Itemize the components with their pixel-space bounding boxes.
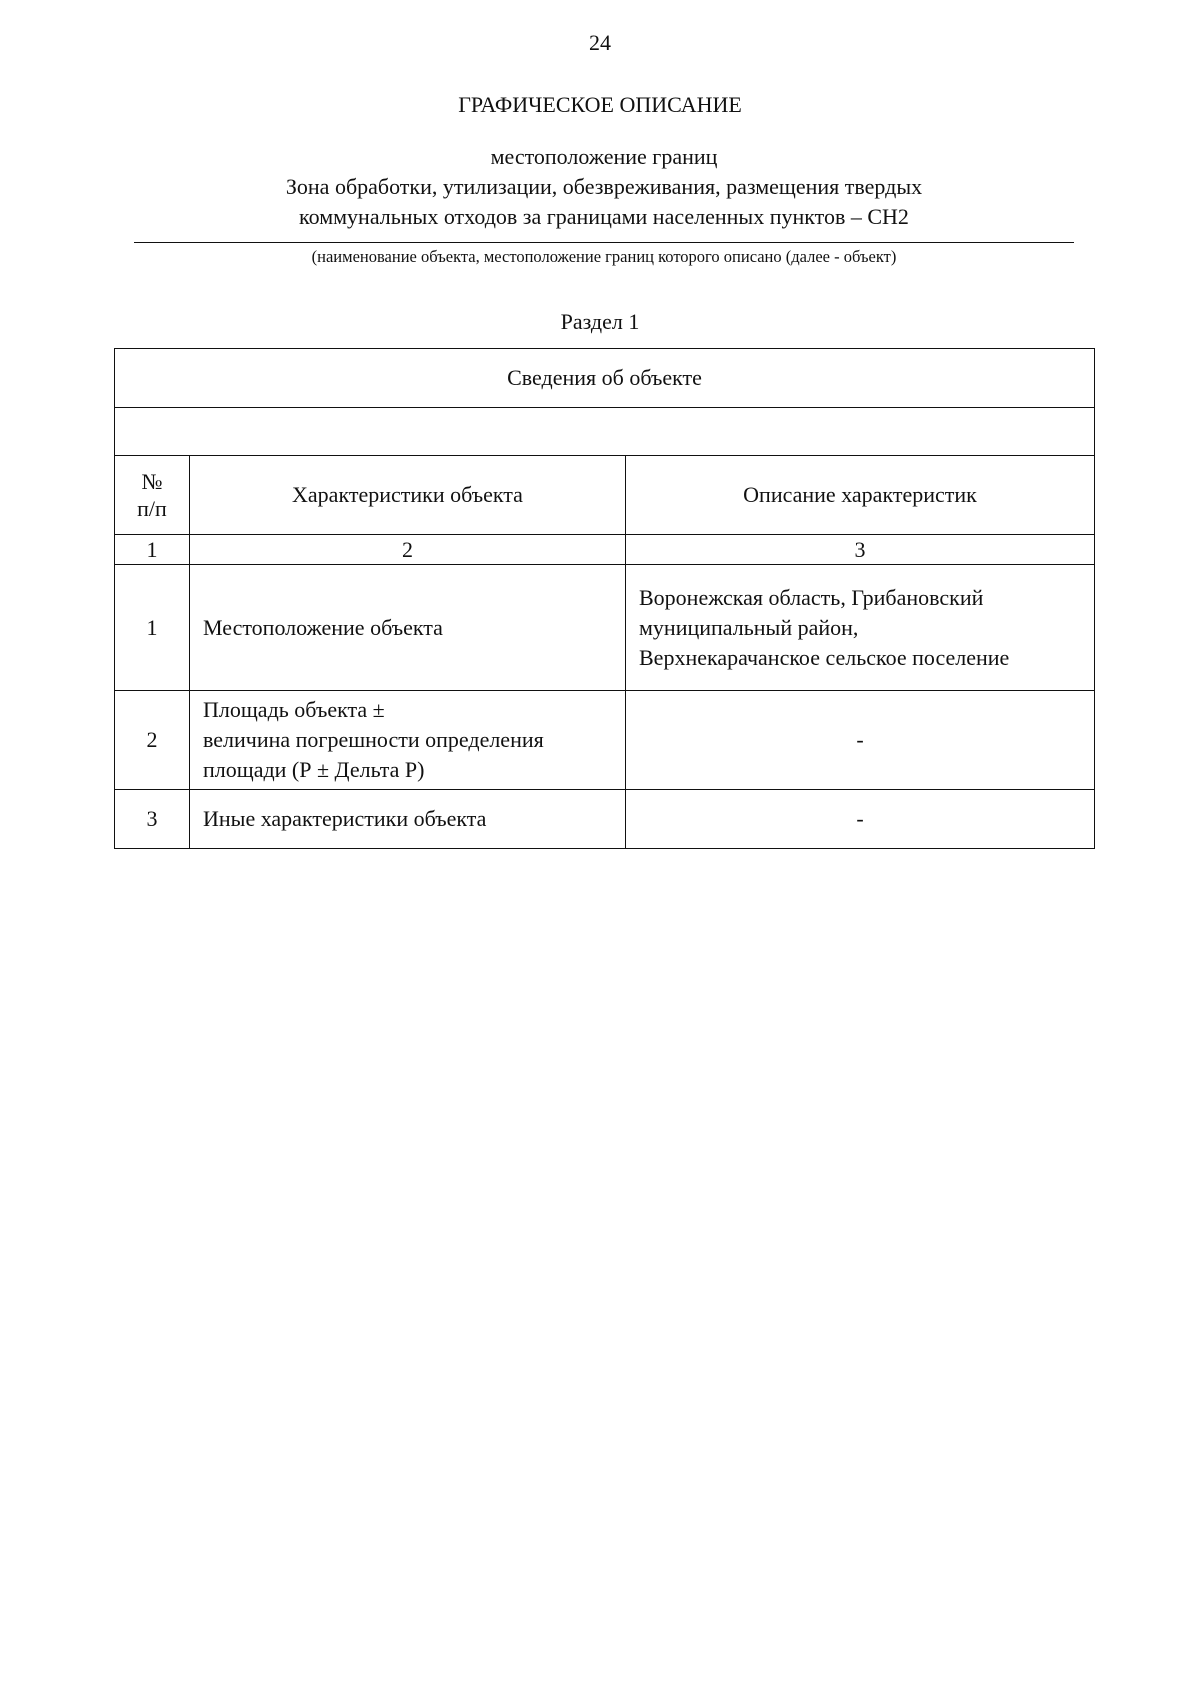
document-subtitle (134, 142, 1074, 232)
page-number: 24 (589, 30, 611, 55)
characteristic-line: Местоположение объекта (203, 614, 443, 640)
row-characteristic (190, 565, 626, 691)
characteristic-line: величина погрешности определения (203, 727, 544, 752)
column-number: 1 (115, 535, 190, 565)
table-row (115, 565, 1095, 691)
table-row (115, 691, 1095, 790)
row-description: - (626, 691, 1095, 790)
table-caption-row (115, 349, 1095, 408)
description-line: Воронежская область, Грибановский (639, 584, 984, 610)
row-characteristic (190, 790, 626, 849)
row-characteristic (190, 691, 626, 790)
row-number: 1 (115, 565, 190, 691)
characteristic-line: площади (Р ± Дельта Р) (203, 757, 425, 782)
subtitle-line: коммунальных отходов за границами населенных пунктов – СН2 (299, 204, 909, 229)
description-line: муниципальный район, (639, 614, 859, 640)
header-number-symbol: № (141, 469, 163, 494)
subtitle-line: местоположение границ (490, 144, 718, 169)
row-description: - (626, 790, 1095, 849)
subtitle-line: Зона обработки, утилизации, обезвреживания, размещения твердых (285, 174, 923, 199)
column-number: 2 (190, 535, 626, 565)
section-label: Раздел 1 (560, 309, 640, 334)
row-number: 3 (115, 790, 190, 849)
table-empty-row (115, 408, 1095, 456)
object-name-caption: (наименование объекта, местоположение границ которого описано (далее - объект) (311, 247, 897, 266)
empty-cell (115, 408, 1095, 456)
header-number (115, 456, 190, 535)
row-number: 2 (115, 691, 190, 790)
object-info-table (114, 348, 1095, 849)
header-characteristics: Характеристики объекта (190, 456, 626, 535)
table-row (115, 790, 1095, 849)
characteristic-line: Площадь объекта ± (203, 697, 385, 722)
column-number-row (115, 535, 1095, 565)
header-number-label: п/п (137, 496, 167, 521)
characteristic-line: Иные характеристики объекта (203, 806, 487, 831)
object-name-underline (134, 242, 1074, 243)
header-description: Описание характеристик (626, 456, 1095, 535)
row-description (626, 565, 1095, 691)
table-caption: Сведения об объекте (115, 349, 1095, 408)
document-title: ГРАФИЧЕСКОЕ ОПИСАНИЕ (458, 92, 742, 117)
description-line: Верхнекарачанское сельское поселение (639, 644, 1010, 670)
table-header-row (115, 456, 1095, 535)
column-number: 3 (626, 535, 1095, 565)
